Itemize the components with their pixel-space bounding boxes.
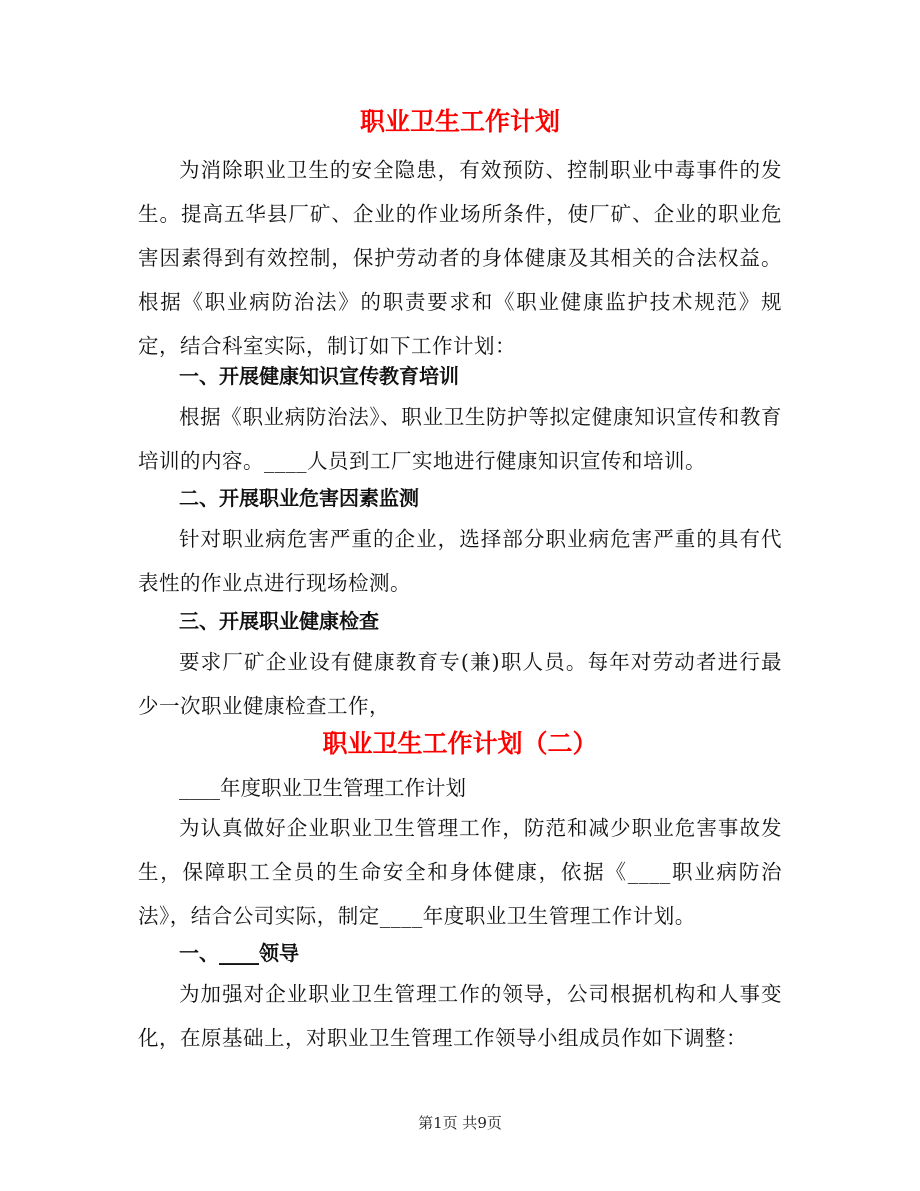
plan-intro-text: 为认真做好企业职业卫生管理工作，防范和减少职业危害事故发生，保障职工全员的生命安全和身体健康，依据《____职业病防治法》，结合公司实际，制定____年度职业卫生管理工作计划。 [138, 816, 782, 928]
document-title: 职业卫生工作计划 [359, 107, 560, 136]
document-title-2: 职业卫生工作计划（二） [322, 729, 598, 758]
section-heading-3: 三、开展职业健康检查 [179, 609, 379, 633]
plan-section-body-1-text: 为加强对企业职业卫生管理工作的领导，公司根据机构和人事变化，在原基础上，对职业卫生管理工作领导小组成员作如下调整： [138, 982, 782, 1050]
plan-section-heading-1: 一、____领导 [179, 941, 299, 965]
section-body-1 [138, 395, 782, 483]
intro-paragraph [138, 148, 782, 368]
section-heading-1: 一、开展健康知识宣传教育培训 [179, 364, 459, 388]
section-body-2-text: 针对职业病危害严重的企业，选择部分职业病危害严重的具有代表性的作业点进行现场检测。 [138, 527, 782, 595]
plan-section-body-1 [138, 972, 782, 1060]
intro-text: 为消除职业卫生的安全隐患，有效预防、控制职业中毒事件的发生。提高五华县厂矿、企业的作业场所条件，使厂矿、企业的职业危害因素得到有效控制，保护劳动者的身体健康及其相关的合法权益。根据《职业病防治法》的职责要求和《职业健康监护技术规范》规定，结合科室实际，制订如下工作计划： [138, 158, 782, 358]
plan-subtitle-line: ____年度职业卫生管理工作计划 [179, 776, 466, 800]
section-body-3-text: 要求厂矿企业设有健康教育专(兼)职人员。每年对劳动者进行最少一次职业健康检查工作， [138, 650, 782, 718]
section-body-2 [138, 517, 782, 605]
section-body-1-text: 根据《职业病防治法》、职业卫生防护等拟定健康知识宣传和教育培训的内容。____人员到工厂实地进行健康知识宣传和培训。 [138, 405, 782, 473]
page-number: 第1页 共9页 [418, 1114, 502, 1132]
section-heading-2: 二、开展职业危害因素监测 [179, 486, 419, 510]
section-body-3 [138, 640, 782, 728]
plan-intro-paragraph [138, 806, 782, 938]
